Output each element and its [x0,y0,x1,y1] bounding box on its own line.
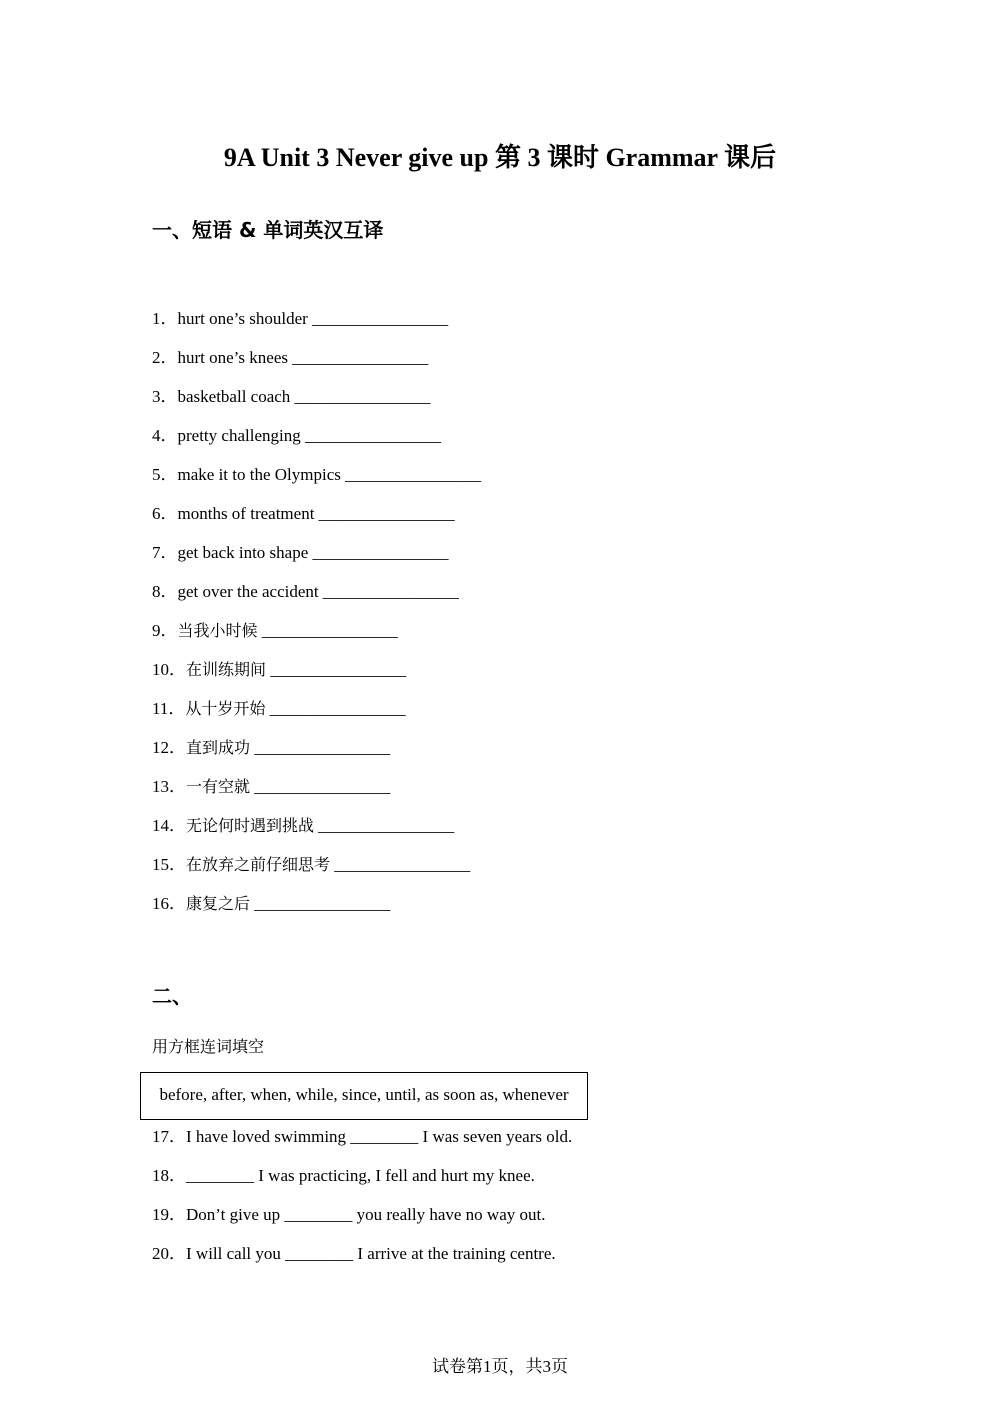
section-2-heading: 二、 [152,984,192,1008]
list-item: 7．get back into shape ________________ [152,543,449,562]
list-item: 19．Don’t give up ________ you really have no way out. [152,1205,546,1224]
list-item: 20．I will call you ________ I arrive at the training centre. [152,1244,556,1263]
section-1-heading: 一、短语 & 单词英汉互译 [152,218,384,242]
list-item: 5．make it to the Olympics ________________ [152,465,482,484]
list-item: 13．一有空就 ________________ [152,777,391,796]
list-item: 6．months of treatment ________________ [152,504,455,523]
list-item: 9．当我小时候 ________________ [152,621,398,640]
list-item: 16．康复之后 ________________ [152,894,391,913]
list-item: 2．hurt one’s knees ________________ [152,348,429,367]
list-item: 14．无论何时遇到挑战 ________________ [152,816,455,835]
word-bank-box: before, after, when, while, since, until, as soon as, whenever [140,1072,588,1120]
page-footer: 试卷第1页，共3页 [432,1357,568,1376]
list-item: 10．在训练期间 ________________ [152,660,407,679]
list-item: 11．从十岁开始 ________________ [152,699,406,718]
list-item: 1．hurt one’s shoulder ________________ [152,309,449,328]
list-item: 12．直到成功 ________________ [152,738,391,757]
list-item: 8．get over the accident ________________ [152,582,459,601]
list-item: 15．在放弃之前仔细思考 ________________ [152,855,471,874]
document-title: 9A Unit 3 Never give up 第 3 课时 Grammar 课后 [223,143,777,172]
list-item: 4．pretty challenging ________________ [152,426,441,445]
section-2-instruction: 用方框连词填空 [152,1037,265,1056]
list-item: 3．basketball coach ________________ [152,387,431,406]
list-item: 17．I have loved swimming ________ I was seven years old. [152,1127,573,1146]
list-item: 18．________ I was practicing, I fell and hurt my knee. [152,1166,535,1185]
